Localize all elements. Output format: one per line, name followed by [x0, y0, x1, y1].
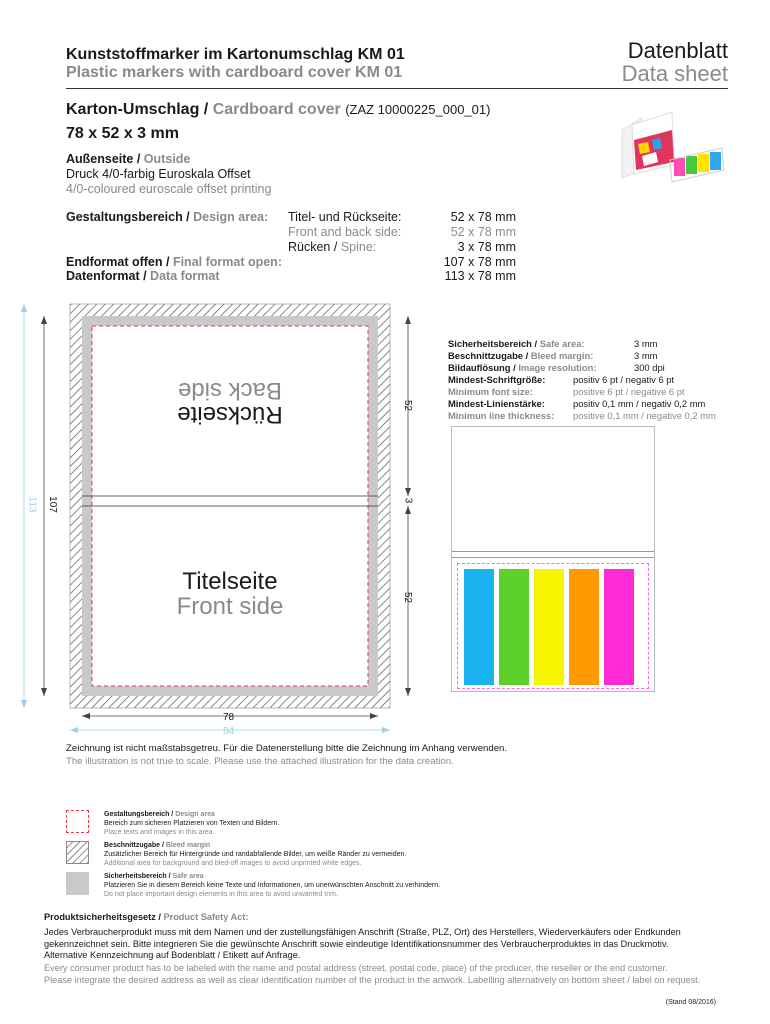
final-format-label	[66, 255, 282, 269]
spec-row	[448, 350, 748, 362]
legend-design-line-de: Bereich zum sicheren Platzieren von Texten und Bildern.	[104, 820, 280, 827]
spec-row	[448, 386, 748, 398]
scale-note-en: The illustration is not true to scale. Please use the attached illustration for the data creation.	[66, 756, 454, 767]
front-back-de-value: 52 x 78 mm	[450, 210, 516, 224]
legend-safe-line-de: Platzieren Sie in diesem Bereich keine Texte und Informationen, um unerwünschten Anschnitt zu verhindern.	[104, 882, 441, 889]
dim-3: 3	[402, 497, 414, 504]
legend-bleed-text	[104, 841, 704, 868]
safety-de-line: Jedes Verbraucherprodukt muss mit dem Namen und der zustellungsfähigen Anschrift (Straße, PLZ, Ort) des Herstellers, Wiederverkäufers oder Endkunden	[44, 927, 681, 937]
front-side-en: Front side	[176, 593, 284, 620]
outside-label-de: Außenseite /	[66, 152, 144, 166]
back-side-en: Back side	[177, 377, 283, 404]
legend-safe-title-en: Safe area	[172, 873, 204, 880]
legend-bleed-swatch	[66, 841, 89, 864]
cover-drawing	[0, 290, 430, 750]
safety-de-line: Alternative Kennzeichnung auf Bodenblatt / Etikett auf Anfrage.	[44, 950, 301, 960]
spec-row	[448, 410, 748, 422]
marker-divider	[452, 557, 654, 558]
spine-en: Spine:	[340, 240, 377, 254]
spec-row	[448, 338, 748, 350]
design-label-de: Gestaltungsbereich /	[66, 210, 194, 224]
legend-design-title-de: Gestaltungsbereich /	[104, 811, 176, 818]
spine-value: 3 x 78 mm	[457, 240, 516, 254]
legend-design-swatch	[66, 810, 89, 833]
spec-label-de: Mindest-Schriftgröße:	[448, 374, 546, 385]
legend-bleed-line-en: Additional area for background and bled-off images to avoid unprinted white edges.	[104, 860, 362, 867]
spec-label-en: Bleed margin:	[530, 350, 594, 361]
spec-label-en: Minimun line thickness:	[448, 410, 555, 421]
safety-title-de: Produktsicherheitsgesetz /	[44, 912, 164, 922]
final-format-en: Final format open:	[172, 255, 282, 269]
spec-label-en: Safe area:	[539, 338, 585, 349]
safety-title-en: Product Safety Act:	[163, 912, 249, 922]
marker-strip-green	[499, 569, 529, 685]
product-photo-image	[612, 100, 730, 188]
spec-row	[448, 374, 748, 386]
spec-row	[448, 398, 748, 410]
spec-value: positive 6 pt / negative 6 pt	[573, 386, 685, 397]
spec-label-de: Sicherheitsbereich /	[448, 338, 540, 349]
dim-107: 107	[46, 496, 58, 513]
design-area-label	[66, 210, 268, 224]
legend-design-title-en: Design area	[175, 811, 215, 818]
spec-label-de: Mindest-Linienstärke:	[448, 398, 545, 409]
safety-text-en	[44, 963, 734, 986]
design-label-en: Design area:	[193, 210, 269, 224]
spec-value: positive 0,1 mm / negative 0,2 mm	[573, 410, 716, 421]
datasheet-de: Datenblatt	[627, 38, 728, 63]
spine-de: Rücken /	[288, 240, 341, 254]
dim-113: 113	[26, 496, 38, 513]
spec-value: positiv 0,1 mm / negativ 0,2 mm	[573, 398, 706, 409]
final-format-value: 107 x 78 mm	[443, 255, 516, 269]
spec-row	[448, 362, 748, 374]
spec-value: 300 dpi	[634, 362, 665, 373]
product-name-de: Karton-Umschlag /	[66, 101, 213, 118]
safety-en-line: Please integrate the desired address as well as clear identification number of the product in the artwork. Labelling alternatively on bottom sheet / label on request.	[44, 974, 701, 985]
spec-list	[448, 338, 748, 422]
datasheet-en: Data sheet	[621, 61, 728, 86]
marker-strip-yellow	[534, 569, 564, 685]
legend-safe-swatch	[66, 872, 89, 895]
dim-52-top: 52	[402, 399, 414, 412]
final-format-de: Endformat offen /	[66, 255, 173, 269]
product-name-en: Cardboard cover	[212, 101, 341, 118]
product-code: (ZAZ 10000225_000_01)	[345, 102, 491, 117]
footer-stand: (Stand 08/2016)	[665, 999, 716, 1006]
spec-label-en: Image resolution:	[518, 362, 597, 373]
data-format-value: 113 x 78 mm	[444, 269, 516, 283]
legend-safe-title-de: Sicherheitsbereich /	[104, 873, 173, 880]
title-en: Plastic markers with cardboard cover KM 01	[66, 64, 403, 81]
spec-label-de: Bildauflösung /	[448, 362, 519, 373]
product-title	[66, 101, 490, 119]
data-format-de: Datenformat /	[66, 269, 151, 283]
marker-strip-blue	[464, 569, 494, 685]
front-back-en: Front and back side:	[288, 225, 402, 239]
front-back-en-value: 52 x 78 mm	[450, 225, 516, 239]
dim-84: 84	[223, 726, 235, 737]
front-side-de: Titelseite	[182, 568, 278, 595]
marker-divider	[452, 551, 654, 552]
header-rule	[66, 88, 728, 89]
back-side-de: Rückseite	[177, 401, 283, 428]
data-format-en: Data format	[150, 269, 220, 283]
legend-design-text	[104, 810, 704, 837]
scale-note-de: Zeichnung ist nicht maßstabsgetreu. Für die Datenerstellung bitte die Zeichnung im Anhang verwenden.	[66, 743, 508, 754]
dim-78: 78	[223, 712, 235, 723]
spec-label-en: Minimum font size:	[448, 386, 533, 397]
spec-value: 3 mm	[634, 338, 658, 349]
outside-print-de: Druck 4/0-farbig Euroskala Offset	[66, 167, 251, 181]
spec-value: 3 mm	[634, 350, 658, 361]
legend-bleed-title-en: Bleed margin	[165, 842, 211, 849]
legend-safe-text	[104, 872, 704, 899]
marker-strip-magenta	[604, 569, 634, 685]
spec-value: positiv 6 pt / negativ 6 pt	[573, 374, 675, 385]
marker-strip-orange	[569, 569, 599, 685]
title-de: Kunststoffmarker im Kartonumschlag KM 01	[66, 46, 405, 63]
safety-de-line: gekennzeichnet sein. Bitte integrieren Sie die gewünschte Anschrift sowie eindeutige Identifikationsnummer des Verbraucherproduktes in das Druckmotiv.	[44, 938, 669, 949]
legend-safe-line-en: Do not place important design elements in this area to avoid unwanted trim.	[104, 891, 338, 898]
safety-text-de	[44, 927, 734, 962]
outside-label	[66, 152, 190, 166]
spine-label	[288, 240, 376, 254]
marker-diagram	[451, 426, 655, 692]
front-back-de: Titel- und Rückseite:	[288, 210, 402, 224]
legend-bleed-line-de: Zusätzlicher Bereich für Hintergründe und randabfallende Bilder, um weiße Ränder zu vermeiden.	[104, 851, 407, 858]
dim-52-bottom: 52	[402, 591, 414, 604]
product-size: 78 x 52 x 3 mm	[66, 125, 179, 142]
outside-label-en: Outside	[143, 152, 191, 166]
safety-title	[44, 912, 248, 924]
outside-print-en: 4/0-coloured euroscale offset printing	[66, 182, 272, 196]
legend-bleed-title-de: Beschnittzugabe /	[104, 842, 166, 849]
legend-design-line-en: Place texts and images in this area.	[104, 829, 215, 836]
spec-label-de: Beschnittzugabe /	[448, 350, 531, 361]
safety-en-line: Every consumer product has to be labeled with the name and postal address (street, postal code, place) of the producer, the reseller or the end customer.	[44, 963, 668, 973]
data-format-label	[66, 269, 220, 283]
